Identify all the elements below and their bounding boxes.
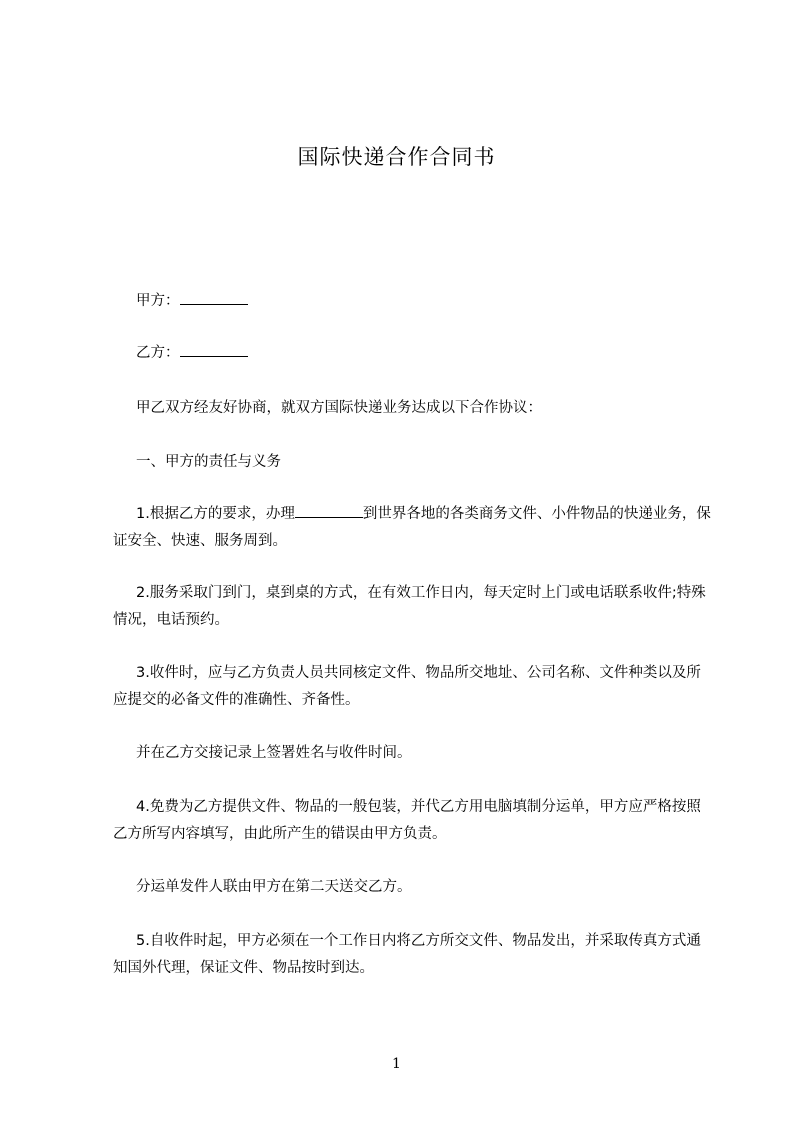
- page-title: 国际快递合作合同书: [297, 145, 496, 169]
- item-1-paragraph: [113, 501, 711, 555]
- item-1-text-after: 到世界各地的各类商务文件、小件物品的快递业务，保证安全、快速、服务周到。: [113, 506, 711, 549]
- item-3-paragraph: 3.收件时，应与乙方负责人员共同核定文件、物品所交地址、公司名称、文件种类以及所应提交的必备文件的准确性、齐备性。: [113, 665, 701, 708]
- party-b-line: [113, 340, 711, 367]
- party-a-label: 甲方：: [136, 293, 180, 309]
- party-a-blank: [180, 290, 248, 305]
- item-3-continuation: 并在乙方交接记录上签署姓名与收件时间。: [136, 745, 412, 761]
- item-2-paragraph: 2.服务采取门到门，桌到桌的方式，在有效工作日内，每天定时上门或电话联系收件;特殊情况，电话预约。: [113, 585, 706, 628]
- item-1-text-before: 1.根据乙方的要求，办理: [136, 506, 295, 522]
- section-1-heading: 一、甲方的责任与义务: [136, 454, 281, 470]
- item-4-paragraph: 4.免费为乙方提供文件、物品的一般包装，并代乙方用电脑填制分运单，甲方应严格按照乙方所写内容填写，由此所产生的错误由甲方负责。: [113, 799, 701, 842]
- party-b-blank: [180, 342, 248, 357]
- party-a-line: [113, 288, 711, 315]
- intro-paragraph: 甲乙双方经友好协商，就双方国际快递业务达成以下合作协议：: [136, 400, 542, 416]
- page-number: 1: [392, 1056, 401, 1072]
- item-1-blank: [295, 503, 363, 518]
- item-4-continuation: 分运单发件人联由甲方在第二天送交乙方。: [136, 879, 412, 895]
- party-b-label: 乙方：: [136, 345, 180, 361]
- item-5-paragraph: 5.自收件时起，甲方必须在一个工作日内将乙方所交文件、物品发出，并采取传真方式通知国外代理，保证文件、物品按时到达。: [113, 933, 701, 976]
